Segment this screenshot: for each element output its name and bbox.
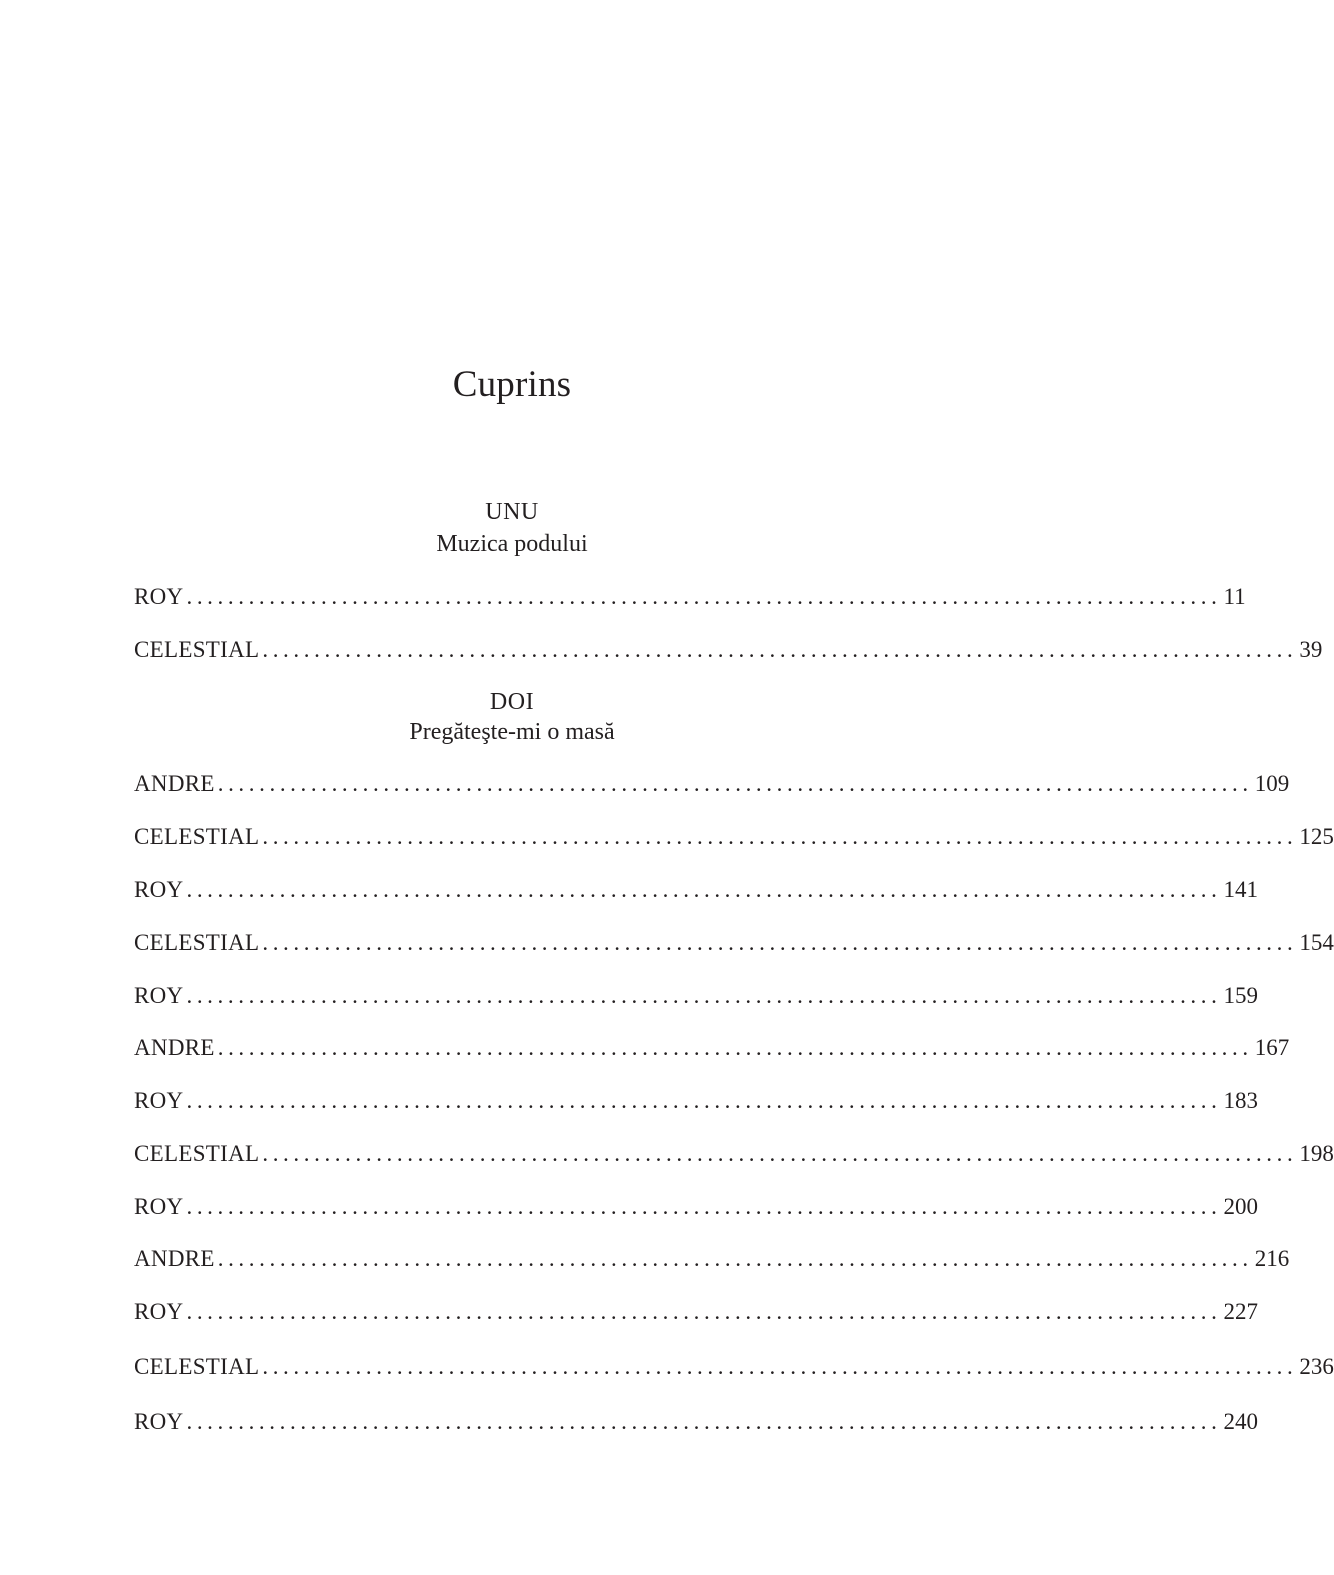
toc-entry-page: 236	[1299, 1354, 1334, 1379]
toc-entry[interactable]	[134, 928, 1334, 958]
toc-entry-page: 200	[1223, 1194, 1258, 1219]
dot-leader: ....................................................................................................	[186, 1409, 1222, 1434]
toc-entry-label: ROY	[134, 1194, 184, 1219]
dot-leader: ....................................................................................................	[217, 1035, 1253, 1060]
toc-entry-page: 109	[1254, 771, 1290, 796]
toc-entry-label: ROY	[134, 983, 184, 1008]
dot-leader: ....................................................................................................	[186, 1194, 1222, 1219]
toc-entry-label: CELESTIAL	[134, 1141, 260, 1166]
toc-entry-label: ANDRE	[134, 1035, 215, 1060]
toc-entry-page: 154	[1299, 930, 1334, 955]
toc-entry-label: ROY	[134, 1299, 184, 1324]
dot-leader: ....................................................................................................	[262, 1141, 1298, 1166]
toc-entry-page: 216	[1254, 1246, 1290, 1271]
toc-entry-page: 159	[1223, 983, 1258, 1008]
toc-entry[interactable]	[134, 1407, 1258, 1437]
toc-entry[interactable]	[134, 1192, 1258, 1222]
toc-entry-label: ANDRE	[134, 1246, 215, 1271]
toc-entry-label: ANDRE	[134, 771, 215, 796]
toc-entry-label: CELESTIAL	[134, 637, 260, 662]
toc-entry[interactable]	[134, 1033, 1290, 1063]
dot-leader: ....................................................................................................	[262, 1354, 1298, 1379]
toc-entry[interactable]	[134, 875, 1258, 905]
toc-entry[interactable]	[134, 769, 1290, 799]
toc-entry-label: CELESTIAL	[134, 930, 260, 955]
toc-entry[interactable]	[134, 1352, 1334, 1382]
toc-entry[interactable]	[134, 1139, 1334, 1169]
toc-entry[interactable]	[134, 981, 1258, 1011]
toc-entry-page: 227	[1223, 1299, 1258, 1324]
toc-entry-label: ROY	[134, 877, 184, 902]
toc-entry-label: CELESTIAL	[134, 824, 260, 849]
toc-entry-page: 240	[1223, 1409, 1258, 1434]
toc-entry-page: 39	[1299, 637, 1323, 662]
part-number: DOI	[489, 689, 535, 715]
toc-entry-page: 125	[1299, 824, 1334, 849]
toc-entry-page: 198	[1299, 1141, 1334, 1166]
dot-leader: ....................................................................................................	[186, 877, 1222, 902]
part-title: Muzica podului	[436, 531, 588, 557]
toc-entry[interactable]	[134, 635, 1323, 665]
toc-entry[interactable]	[134, 822, 1334, 852]
page-title: Cuprins	[452, 364, 572, 405]
toc-entry-page: 167	[1254, 1035, 1290, 1060]
dot-leader: ....................................................................................................	[262, 930, 1298, 955]
part-number: UNU	[485, 499, 539, 525]
toc-entry-label: ROY	[134, 584, 184, 609]
dot-leader: ....................................................................................................	[262, 637, 1298, 662]
dot-leader: ....................................................................................................	[186, 983, 1222, 1008]
toc-entry-label: ROY	[134, 1409, 184, 1434]
dot-leader: ....................................................................................................	[186, 584, 1222, 609]
toc-entry-label: CELESTIAL	[134, 1354, 260, 1379]
toc-entry-page: 11	[1223, 584, 1246, 609]
part-title: Pregăteşte-mi o masă	[409, 719, 615, 745]
dot-leader: ....................................................................................................	[217, 1246, 1253, 1271]
dot-leader: ....................................................................................................	[186, 1088, 1222, 1113]
dot-leader: ....................................................................................................	[217, 771, 1253, 796]
toc-entry[interactable]	[134, 1244, 1290, 1274]
dot-leader: ....................................................................................................	[186, 1299, 1222, 1324]
toc-entry[interactable]	[134, 1086, 1258, 1116]
toc-entry-label: ROY	[134, 1088, 184, 1113]
dot-leader: ....................................................................................................	[262, 824, 1298, 849]
toc-entry-page: 183	[1223, 1088, 1258, 1113]
toc-entry[interactable]	[134, 582, 1246, 612]
toc-entry-page: 141	[1223, 877, 1258, 902]
toc-entry[interactable]	[134, 1297, 1258, 1327]
